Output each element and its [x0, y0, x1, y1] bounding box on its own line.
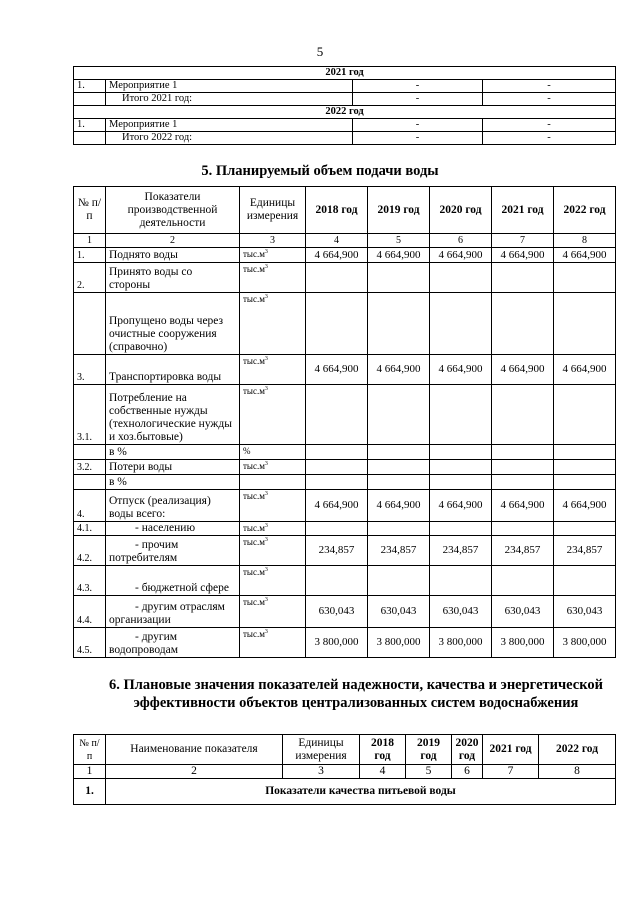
row-name: - другим водопроводам — [106, 628, 240, 658]
table-row — [74, 490, 616, 522]
value-cell — [492, 566, 554, 596]
col-header: № п/п — [74, 735, 106, 765]
col-number: 6 — [452, 765, 483, 779]
row-number: 4.5. — [74, 628, 106, 658]
value-cell — [554, 445, 616, 460]
value-cell — [368, 445, 430, 460]
table-row — [74, 93, 616, 106]
cell: - — [483, 93, 616, 106]
value-cell — [554, 263, 616, 293]
value-cell: 4 664,900 — [368, 490, 430, 522]
row-number: 1. — [74, 80, 106, 93]
value-cell — [492, 263, 554, 293]
unit-cell: $тыс.м^3$ — [240, 490, 306, 522]
row-name: Отпуск (реализация) воды всего: — [106, 490, 240, 522]
col-header: 2022 год — [539, 735, 616, 765]
unit-cell: $тыс.м^3$ — [240, 263, 306, 293]
value-cell: 4 664,900 — [430, 248, 492, 263]
cell: - — [353, 132, 483, 145]
table-row — [74, 80, 616, 93]
unit-cell: $тыс.м^3$ — [240, 566, 306, 596]
unit-label: тыс.м — [243, 629, 265, 639]
col-header: 2019 год — [406, 735, 452, 765]
table-row — [74, 445, 616, 460]
col-header: Наименование показателя — [106, 735, 283, 765]
value-cell — [492, 522, 554, 536]
value-cell: 3 800,000 — [430, 628, 492, 658]
value-cell: 4 664,900 — [554, 355, 616, 385]
unit-label: тыс.м — [243, 356, 265, 366]
value-cell — [492, 293, 554, 355]
table-row — [74, 475, 616, 490]
col-header: 2022 год — [554, 187, 616, 234]
value-cell: 4 664,900 — [368, 355, 430, 385]
col-number: 2 — [106, 765, 283, 779]
table-body — [74, 248, 616, 658]
unit-cell: $тыс.м^3$ — [240, 293, 306, 355]
value-cell: 4 664,900 — [492, 490, 554, 522]
col-number: 7 — [483, 765, 539, 779]
value-cell: 234,857 — [492, 536, 554, 566]
value-cell: 630,043 — [430, 596, 492, 628]
value-cell — [368, 263, 430, 293]
value-cell — [554, 385, 616, 445]
unit-label: тыс.м — [243, 386, 265, 396]
table-row — [74, 248, 616, 263]
unit-label: тыс.м — [243, 461, 265, 471]
row-name: Принято воды со стороны — [106, 263, 240, 293]
value-cell: 234,857 — [554, 536, 616, 566]
unit-label: тыс.м — [243, 264, 265, 274]
row-name: Мероприятие 1 — [106, 80, 353, 93]
value-cell: 4 664,900 — [368, 248, 430, 263]
row-name: - прочим потребителям — [106, 536, 240, 566]
value-cell — [306, 460, 368, 475]
value-cell — [430, 445, 492, 460]
value-cell — [492, 385, 554, 445]
value-cell: 630,043 — [306, 596, 368, 628]
value-cell — [430, 522, 492, 536]
col-header: 2019 год — [368, 187, 430, 234]
table-row — [74, 566, 616, 596]
unit-cell: $тыс.м^3$ — [240, 385, 306, 445]
row-number — [74, 475, 106, 490]
value-cell — [306, 475, 368, 490]
col-header: № п/п — [74, 187, 106, 234]
unit-cell: $тыс.м^3$ — [240, 355, 306, 385]
col-number: 4 — [360, 765, 406, 779]
value-cell: 4 664,900 — [554, 248, 616, 263]
row-number — [74, 132, 106, 145]
col-header: Единицы измерения — [283, 735, 360, 765]
table-row — [74, 263, 616, 293]
value-cell — [368, 566, 430, 596]
row-name: - населению — [106, 522, 240, 536]
section5-title: 5. Планируемый объем подачи воды — [201, 163, 439, 179]
header-row — [74, 735, 616, 765]
col-number: 5 — [368, 234, 430, 248]
header-row — [74, 187, 616, 234]
value-cell: 234,857 — [368, 536, 430, 566]
row-number: 4.1. — [74, 522, 106, 536]
value-cell — [430, 566, 492, 596]
value-cell: 4 664,900 — [492, 248, 554, 263]
row-name: Итого 2022 год: — [106, 132, 353, 145]
col-header: 2020 год — [452, 735, 483, 765]
unit-label: тыс.м — [243, 567, 265, 577]
row-name: Потребление на собственные нужды (технологические нужды и хоз.бытовые) — [106, 385, 240, 445]
col-number: 8 — [539, 765, 616, 779]
row-name: Мероприятие 1 — [106, 119, 353, 132]
colnum-row — [74, 234, 616, 248]
col-header: Единицы измерения — [240, 187, 306, 234]
year-row — [74, 106, 616, 119]
row-number: 4.4. — [74, 596, 106, 628]
value-cell — [306, 566, 368, 596]
row-number — [74, 445, 106, 460]
row-name: Транспортировка воды — [106, 355, 240, 385]
col-number: 1 — [74, 234, 106, 248]
col-header: 2021 год — [492, 187, 554, 234]
row-number: 3. — [74, 355, 106, 385]
row-number — [74, 93, 106, 106]
col-number: 3 — [240, 234, 306, 248]
value-cell: 3 800,000 — [492, 628, 554, 658]
col-number: 7 — [492, 234, 554, 248]
value-cell — [554, 460, 616, 475]
page-number: 5 — [316, 44, 324, 59]
value-cell — [368, 475, 430, 490]
row-name: Показатели качества питьевой воды — [106, 779, 616, 805]
value-cell — [430, 293, 492, 355]
value-cell: 3 800,000 — [306, 628, 368, 658]
value-cell — [306, 293, 368, 355]
water-supply-table — [73, 186, 616, 658]
year-row — [74, 67, 616, 80]
colnum-row — [74, 765, 616, 779]
value-cell — [306, 445, 368, 460]
row-name: - бюджетной сфере — [106, 566, 240, 596]
value-cell: 4 664,900 — [430, 490, 492, 522]
value-cell — [430, 263, 492, 293]
col-header: 2018 год — [306, 187, 368, 234]
value-cell: 3 800,000 — [554, 628, 616, 658]
table-row — [74, 385, 616, 445]
unit-cell: $тыс.м^3$ — [240, 628, 306, 658]
row-number: 1. — [74, 248, 106, 263]
table-row — [74, 293, 616, 355]
row-name: Пропущено воды через очистные сооружения (справочно) — [106, 293, 240, 355]
cell: - — [353, 119, 483, 132]
value-cell — [306, 522, 368, 536]
value-cell: 234,857 — [430, 536, 492, 566]
row-number: 4.3. — [74, 566, 106, 596]
value-cell: 4 664,900 — [306, 490, 368, 522]
unit-label: тыс.м — [243, 597, 265, 607]
cell: - — [483, 80, 616, 93]
row-number: 2. — [74, 263, 106, 293]
row-number — [74, 293, 106, 355]
unit-label: тыс.м — [243, 294, 265, 304]
value-cell — [368, 460, 430, 475]
cell: - — [353, 93, 483, 106]
row-name: в % — [106, 475, 240, 490]
value-cell: 3 800,000 — [368, 628, 430, 658]
unit-label: тыс.м — [243, 249, 265, 259]
row-name: Потери воды — [106, 460, 240, 475]
row-name: - другим отраслям организации — [106, 596, 240, 628]
value-cell — [368, 522, 430, 536]
year-heading-2022: 2022 год — [74, 106, 616, 119]
col-number: 6 — [430, 234, 492, 248]
cell: - — [483, 119, 616, 132]
value-cell — [368, 385, 430, 445]
col-number: 3 — [283, 765, 360, 779]
unit-cell — [240, 445, 306, 460]
value-cell — [492, 445, 554, 460]
unit-cell: $тыс.м^3$ — [240, 596, 306, 628]
table-row — [74, 596, 616, 628]
value-cell — [306, 385, 368, 445]
value-cell: 630,043 — [368, 596, 430, 628]
table-row — [74, 779, 616, 805]
value-cell — [430, 460, 492, 475]
col-number: 5 — [406, 765, 452, 779]
col-number: 1 — [74, 765, 106, 779]
row-number: 4. — [74, 490, 106, 522]
unit-cell: $тыс.м^3$ — [240, 460, 306, 475]
row-number: 3.2. — [74, 460, 106, 475]
col-header: 2021 год — [483, 735, 539, 765]
section6-title: 6. Плановые значения показателей надежности, качества и энергетической эффективности объектов централизованных систем водоснабжения — [109, 677, 603, 711]
unit-label: тыс.м — [243, 523, 265, 533]
row-name: в % — [106, 445, 240, 460]
table-row — [74, 355, 616, 385]
table-row — [74, 536, 616, 566]
row-number: 1. — [74, 779, 106, 805]
unit-label: тыс.м — [243, 491, 265, 501]
value-cell: 234,857 — [306, 536, 368, 566]
investment-table — [73, 66, 616, 145]
value-cell: 4 664,900 — [306, 248, 368, 263]
unit-label: тыс.м — [243, 537, 265, 547]
table-row — [74, 628, 616, 658]
value-cell — [368, 293, 430, 355]
row-number: 3.1. — [74, 385, 106, 445]
year-heading-2021: 2021 год — [74, 67, 616, 80]
row-number: 1. — [74, 119, 106, 132]
col-header: 2018 год — [360, 735, 406, 765]
unit-cell: $тыс.м^3$ — [240, 248, 306, 263]
col-header: Показатели производственной деятельности — [106, 187, 240, 234]
col-number: 8 — [554, 234, 616, 248]
unit-cell — [240, 475, 306, 490]
value-cell — [554, 475, 616, 490]
row-number: 4.2. — [74, 536, 106, 566]
value-cell — [492, 475, 554, 490]
indicators-table — [73, 734, 616, 805]
value-cell — [306, 263, 368, 293]
cell: - — [483, 132, 616, 145]
cell: - — [353, 80, 483, 93]
value-cell: 630,043 — [554, 596, 616, 628]
value-cell — [554, 566, 616, 596]
table-row — [74, 522, 616, 536]
unit-label: % — [243, 446, 251, 456]
value-cell: 630,043 — [492, 596, 554, 628]
table-row — [74, 460, 616, 475]
value-cell: 4 664,900 — [430, 355, 492, 385]
row-name: Итого 2021 год: — [106, 93, 353, 106]
value-cell — [430, 385, 492, 445]
value-cell — [554, 293, 616, 355]
value-cell — [554, 522, 616, 536]
unit-cell: $тыс.м^3$ — [240, 536, 306, 566]
col-number: 4 — [306, 234, 368, 248]
value-cell — [430, 475, 492, 490]
value-cell: 4 664,900 — [492, 355, 554, 385]
table-row — [74, 132, 616, 145]
col-number: 2 — [106, 234, 240, 248]
value-cell — [492, 460, 554, 475]
table-row — [74, 119, 616, 132]
value-cell: 4 664,900 — [306, 355, 368, 385]
value-cell: 4 664,900 — [554, 490, 616, 522]
row-name: Поднято воды — [106, 248, 240, 263]
unit-cell: $тыс.м^3$ — [240, 522, 306, 536]
col-header: 2020 год — [430, 187, 492, 234]
